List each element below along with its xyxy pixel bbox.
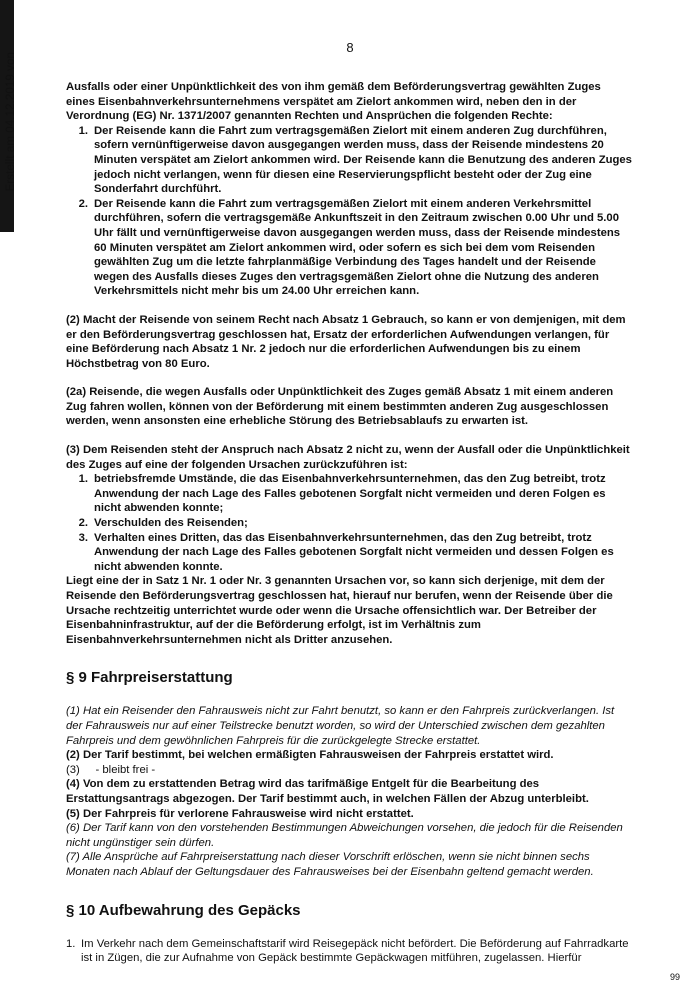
- list-item-text: betriebsfremde Umstände, die das Eisenbahnverkehrsunternehmen, das den Zug betreibt, trotz Anwendung der nach Lage des Falles gebotenen Sorgfalt nicht vermeiden und deren Folgen es nicht abwenden konnte;: [94, 473, 606, 515]
- paragraph-2: (2) Macht der Reisende von seinem Recht nach Absatz 1 Gebrauch, so kann er von demjenigen, mit dem er den Beförderungsvertrag geschlossen hat, Ersatz der erforderlichen Aufwendungen verlangen, für eine Beförderung nach Absatz 1 Nr. 2 jedoch nur die erforderlichen Aufwendungen bis zu einem Höchstbetrag von 80 Euro.: [66, 313, 626, 370]
- document-body: [66, 80, 632, 966]
- section-9-paragraph-3: (3) - bleibt frei -: [66, 763, 156, 776]
- creation-stamp: Erstellt am 04.12.2019 von: [5, 52, 17, 192]
- section-9-paragraph-1: (1) Hat ein Reisender den Fahrausweis nicht zur Fahrt benutzt, so kann er den Fahrpreis zurückverlangen. Ist der Fahrausweis nur auf einer Teilstrecke benutzt worden, so wird der Unterschied zwischen dem gezahlten Fahrpreis und dem gewöhnlichen Fahrpreis für die zurückgelegte Strecke erstattet.: [66, 705, 615, 747]
- intro-list: [66, 124, 632, 299]
- list-item: [66, 124, 632, 197]
- section-10-heading: § 10 Aufbewahrung des Gepäcks: [66, 901, 301, 919]
- list-item-number: 1.: [78, 473, 88, 486]
- section-9-paragraph-4: (4) Von dem zu erstattenden Betrag wird das tarifmäßige Entgelt für die Bearbeitung des Erstattungsantrags abgezogen. Der Tarif bestimmt auch, in welchen Fällen der Abzug unterbleibt.: [66, 778, 589, 805]
- section-9-paragraph-7: (7) Alle Ansprüche auf Fahrpreiserstattung nach dieser Vorschrift erlöschen, wenn sie nicht binnen sechs Monaten nach Ablauf der Geltungsdauer des Fahrausweises bei der Eisenbahn geltend gemacht werden.: [66, 851, 594, 878]
- intro-paragraph: Ausfalls oder einer Unpünktlichkeit des von ihm gemäß dem Beförderungsvertrag gewählten Zuges eines Eisenbahnverkehrsunternehmens verspätet am Zielort ankommen wird, neben den in der Verordnung (EG) Nr. 1371/2007 genannten Rechten und Ansprüchen die folgenden Rechte:: [66, 81, 601, 123]
- section-9-paragraph-2: (2) Der Tarif bestimmt, bei welchen ermäßigten Fahrausweisen der Fahrpreis erstattet wird.: [66, 749, 554, 762]
- list-item: [66, 937, 632, 966]
- list-item-number: 1.: [78, 124, 88, 137]
- list-item-number: 3.: [78, 531, 88, 544]
- list-item-text: Im Verkehr nach dem Gemeinschaftstarif wird Reisegepäck nicht befördert. Die Beförderung auf Fahrradkarte ist in Zügen, die zur Aufnahme von Gepäck bestimmte Gepäckwagen mitführen, zugelassen. Hierfür: [81, 937, 629, 965]
- paragraph-3-list: [66, 472, 632, 574]
- list-item-text: Der Reisende kann die Fahrt zum vertragsgemäßen Zielort mit einem anderen Verkehrsmittel durchführen, sofern die vertragsgemäße Ankunftszeit in den Zeitraum zwischen 0.00 Uhr und 5.00 Uhr fällt und vernünftigerweise davon ausgegangen werden muss, dass der Reisende mindestens 60 Minuten verspätet am Zielort ankommen wird, oder sofern es sich bei dem vom Reisenden gewählten Zug um die letzte fahrplanmäßige Verbindung des Tages handelt und der Reisende wegen des Ausfalls dieses Zuges den vertragsgemäßen Zielort ohne die Nutzung des anderen Verkehrsmittels nicht mehr bis um 24.00 Uhr erreichen kann.: [94, 197, 621, 298]
- list-item: [66, 197, 632, 299]
- paragraph-2a: (2a) Reisende, die wegen Ausfalls oder Unpünktlichkeit des Zuges gemäß Absatz 1 mit einem anderen Zug fahren wollen, können von der Beförderung mit einem bestimmten anderen Zug ausgeschlossen werden, wenn ansonsten eine erhebliche Störung des Betriebsablaufs zu erwarten ist.: [66, 386, 614, 428]
- page-number: 8: [346, 40, 354, 55]
- list-item-number: 2.: [78, 517, 88, 530]
- list-item: [66, 516, 632, 531]
- section-9-paragraph-5: (5) Der Fahrpreis für verlorene Fahrausweise wird nicht erstattet.: [66, 807, 414, 820]
- paragraph-3-intro: (3) Dem Reisenden steht der Anspruch nach Absatz 2 nicht zu, wenn der Ausfall oder die Unpünktlichkeit des Zuges auf eine der folgenden Ursachen zurückzuführen ist:: [66, 444, 630, 471]
- paragraph-3-closing: Liegt eine der in Satz 1 Nr. 1 oder Nr. 3 genannten Ursachen vor, so kann sich derjenige, mit dem der Reisende den Beförderungsvertrag geschlossen hat, hierauf nur berufen, wenn der Reisende über die Ursache rechtzeitig unterrichtet wurde oder wenn die Ursache offensichtlich war. Der Betreiber der Eisenbahninfrastruktur, auf der die Beförderung erfolgt, ist im Verhältnis zum Eisenbahnverkehrsunternehmen nicht als Dritter anzusehen.: [66, 575, 613, 646]
- list-item-text: Verschulden des Reisenden;: [94, 517, 248, 530]
- list-item: [66, 472, 632, 516]
- list-item-number: 1.: [66, 937, 76, 950]
- section-9-heading: § 9 Fahrpreiserstattung: [66, 669, 233, 687]
- list-item-text: Verhalten eines Dritten, das das Eisenbahnverkehrsunternehmen, das den Zug betreibt, trotz Anwendung der nach Lage des Falles gebotenen Sorgfalt nicht vermeiden und dessen Folgen es nicht abwenden konnte.: [94, 531, 614, 573]
- list-item: [66, 531, 632, 575]
- footer-page-number: 99: [669, 972, 680, 982]
- list-item-number: 2.: [78, 197, 88, 210]
- list-item-text: Der Reisende kann die Fahrt zum vertragsgemäßen Zielort mit einem anderen Zug durchführen, sofern vernünftigerweise davon ausgegangen werden muss, dass der Reisende mindestens 20 Minuten verspätet am Zielort ankommen wird. Der Reisende kann die Benutzung des anderen Zuges jedoch nicht verlangen, wenn für diesen eine Reservierungspflicht besteht oder der Zug eine Sonderfahrt durchführt.: [94, 124, 632, 196]
- section-9-paragraph-6: (6) Der Tarif kann von den vorstehenden Bestimmungen Abweichungen vorsehen, die jedoch für die Reisenden nicht ungünstiger sein dürfen.: [66, 822, 623, 849]
